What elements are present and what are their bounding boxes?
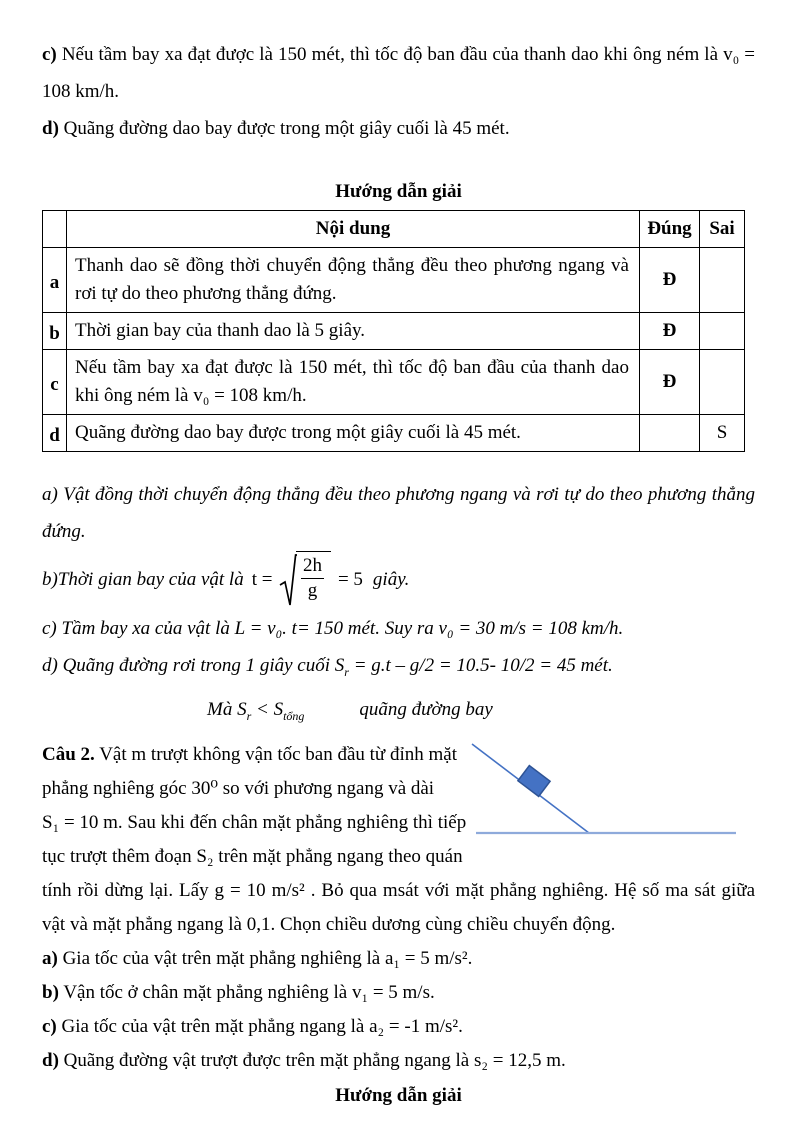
problem-2-statement-a: a) Gia tốc của vật trên mặt phẳng nghiêng là a₁ = 5 m/s². xyxy=(42,947,473,969)
sliding-block xyxy=(518,765,550,796)
solution-label: d) xyxy=(42,655,58,676)
row-id: c xyxy=(43,350,67,415)
problem-2-statement-d: d) Quãng đường vật trượt được trên mặt phẳng ngang là s₂ = 12,5 m. xyxy=(42,1049,566,1071)
problem-2-statement-b: b) Vận tốc ở chân mặt phẳng nghiêng là v₁ = 5 m/s. xyxy=(42,981,435,1003)
formula-rhs: = 5 xyxy=(337,569,363,590)
section-heading-2: Hướng dẫn giải xyxy=(335,1084,462,1106)
square-root xyxy=(279,551,331,609)
table-row xyxy=(43,350,745,415)
formula-unit: giây. xyxy=(372,569,410,590)
intro-statement-c-line1 xyxy=(42,36,755,73)
problem-2-line: tục trượt thêm đoạn S₂ trên mặt phẳng ngang theo quán xyxy=(42,845,463,867)
statement-label: c) xyxy=(42,44,57,65)
formula-lhs: t = xyxy=(251,569,273,590)
statement-label: b) xyxy=(42,981,59,1003)
problem-2-section xyxy=(42,738,755,1078)
row-dung-mark: Đ xyxy=(640,248,700,313)
header-num xyxy=(43,211,67,248)
fraction-bar xyxy=(301,578,324,579)
solution-a-line1: a) Vật đồng thời chuyển động thẳng đều theo phương ngang và rơi tự do theo phương thẳng xyxy=(42,484,755,505)
solution-label: a) xyxy=(42,484,58,505)
problem-2-line: vật và mặt phẳng ngang là 0,1. Chọn chiều dương cùng chiều chuyển động. xyxy=(42,913,616,935)
statement-label: d) xyxy=(42,118,59,139)
row-text: Thời gian bay của thanh dao là 5 giây. xyxy=(67,313,640,350)
row-dung-mark: Đ xyxy=(640,350,700,415)
row-id: b xyxy=(43,313,67,350)
row-dung-mark: Đ xyxy=(640,313,700,350)
intro-statement-d xyxy=(42,110,755,147)
statement-text: Quãng đường dao bay được trong một giây cuối là 45 mét. xyxy=(58,118,510,139)
solution-d: d) Quãng đường rơi trong 1 giây cuối $S_r = g.t - g/2 = 10.5-$ 10/2 = 45 mét. xyxy=(42,655,613,679)
subscript: r xyxy=(344,664,349,679)
row-sai-mark xyxy=(700,248,745,313)
solution-c: c) Tầm bay xa của vật là L = v₀. t= 150 mét. Suy ra v₀ = 30 m/s = 108 km/h. xyxy=(42,618,624,639)
intro-statement-c-line2: 108 km/h. xyxy=(42,81,120,102)
radical-sign-icon xyxy=(279,553,297,609)
table-row xyxy=(43,313,745,350)
fraction xyxy=(301,555,324,602)
row-sai-mark xyxy=(700,313,745,350)
subscript: r xyxy=(246,708,252,723)
table-header-row xyxy=(43,211,745,248)
table-row xyxy=(43,248,745,313)
header-content: Nội dung xyxy=(67,211,640,248)
problem-2-line: tính rồi dừng lại. Lấy g = 10 m/s² . Bỏ qua msát với mặt phẳng nghiêng. Hệ số ma sát giữa xyxy=(42,879,755,901)
statement-label: a) xyxy=(42,947,58,969)
row-id: d xyxy=(43,415,67,452)
row-text: Thanh dao sẽ đồng thời chuyển động thẳng đều theo phương ngang và rơi tự do theo phương thẳng đứng. xyxy=(67,248,640,313)
incline-diagram xyxy=(466,740,741,846)
solution-section xyxy=(42,476,755,735)
subscript: tổng xyxy=(283,708,305,723)
row-text: Quãng đường dao bay được trong một giây cuối là 45 mét. xyxy=(67,415,640,452)
problem-label: Câu 2. xyxy=(42,743,95,765)
row-id: a xyxy=(43,248,67,313)
statement-label: d) xyxy=(42,1049,59,1071)
statement-label: c) xyxy=(42,1015,57,1037)
row-sai-mark xyxy=(700,350,745,415)
solution-a-line2: đứng. xyxy=(42,521,86,542)
answer-table xyxy=(42,210,745,452)
row-sai-mark: S xyxy=(700,415,745,452)
fraction-numerator: 2h xyxy=(302,555,322,576)
header-sai: Sai xyxy=(700,211,745,248)
solution-note-line: Mà $S_r < S_{tổng}$ quãng đường bay xyxy=(207,698,493,723)
problem-2-line: phẳng nghiêng góc 30⁰ so với phương ngang và dài xyxy=(42,777,435,799)
problem-2-line: S₁ = 10 m. Sau khi đến chân mặt phẳng nghiêng thì tiếp xyxy=(42,811,467,833)
problem-2-statement-c: c) Gia tốc của vật trên mặt phẳng ngang là a₂ = -1 m/s². xyxy=(42,1015,463,1037)
row-dung-mark xyxy=(640,415,700,452)
solution-label: c) xyxy=(42,618,57,639)
table-row xyxy=(43,415,745,452)
row-text: Nếu tầm bay xa đạt được là 150 mét, thì tốc độ ban đầu của thanh dao khi ông ném là v₀ = 108 km/h. xyxy=(67,350,640,415)
problem-2-line: Câu 2. Vật m trượt không vận tốc ban đầu từ đỉnh mặt xyxy=(42,743,458,765)
solution-b-formula-line: b) Thời gian bay của vật là t = $\frac{2h}{g}$ = 5 giây. xyxy=(42,550,755,610)
solution-label: b) xyxy=(42,569,58,590)
statement-text: Nếu tầm bay xa đạt được là 150 mét, thì tốc độ ban đầu của thanh dao khi ông ném là v₀ = xyxy=(56,44,755,65)
fraction-denominator: g xyxy=(307,580,318,601)
radicand xyxy=(296,551,331,602)
header-dung: Đúng xyxy=(640,211,700,248)
section-heading: Hướng dẫn giải xyxy=(335,181,462,202)
